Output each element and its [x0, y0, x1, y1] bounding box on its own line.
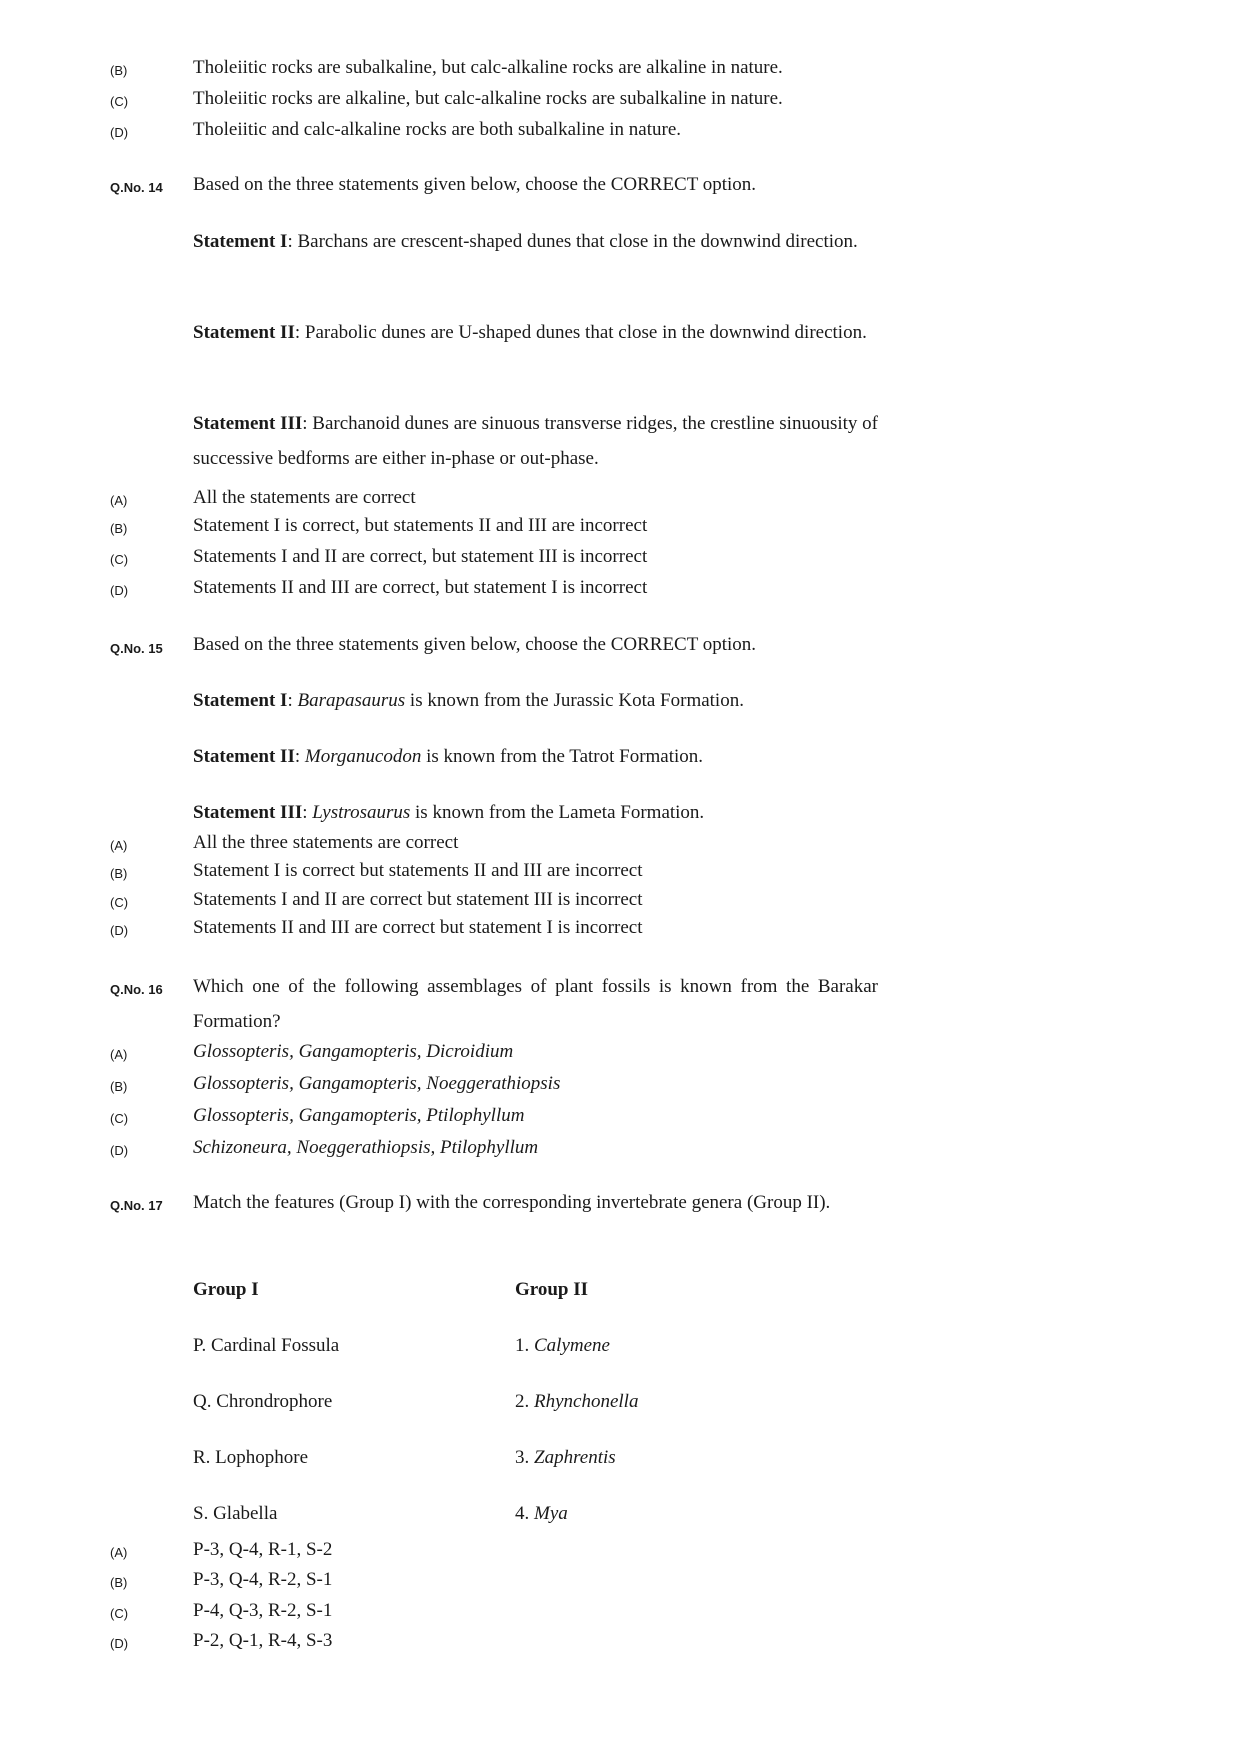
statement-text: : Parabolic dunes are U-shaped dunes that close in the downwind direction.	[294, 322, 867, 343]
group2-header: Group II	[515, 1279, 589, 1300]
statement-sep: :	[302, 802, 313, 823]
group2-number: 3.	[515, 1447, 534, 1468]
option-label: (C)	[110, 1111, 129, 1126]
option-text: Tholeiitic rocks are alkaline, but calc-alkaline rocks are subalkaline in nature.	[193, 88, 783, 109]
option-label: (A)	[110, 1545, 128, 1560]
option-text: Tholeiitic and calc-alkaline rocks are both subalkaline in nature.	[193, 119, 681, 140]
statement-head: Statement II	[193, 322, 295, 343]
group2-number: 4.	[515, 1503, 534, 1524]
option-text: Schizoneura, Noeggerathiopsis, Ptilophyllum	[193, 1137, 539, 1158]
statement	[193, 802, 704, 824]
option-label: (A)	[110, 838, 128, 853]
option-label: (B)	[110, 1575, 128, 1590]
question-stem: Based on the three statements given below, choose the CORRECT option.	[193, 634, 757, 655]
genus-name: Barapasaurus	[297, 690, 406, 711]
option-label: (D)	[110, 923, 129, 938]
option-label: (D)	[110, 1143, 129, 1158]
option-text: Glossopteris, Gangamopteris, Noeggerathiopsis	[193, 1073, 561, 1094]
group2-item	[515, 1391, 638, 1413]
group2-item	[515, 1447, 616, 1469]
group2-number: 2.	[515, 1391, 534, 1412]
statement-text: : Barchanoid dunes are sinuous transverse ridges, the crestline sinuousity of successive bedforms are either in-phase or out-phase.	[193, 413, 878, 469]
group2-item	[515, 1335, 610, 1357]
statement-text: is known from the Tatrot Formation.	[421, 746, 704, 767]
statement-text: is known from the Jurassic Kota Formation.	[405, 690, 744, 711]
option-label: (D)	[110, 1636, 129, 1651]
statement-sep: :	[287, 690, 298, 711]
option-text: Statement I is correct but statements II and III are incorrect	[193, 860, 643, 881]
option-label: (C)	[110, 552, 129, 567]
genus-name: Calymene	[534, 1335, 610, 1356]
statement-head: Statement I	[193, 231, 288, 252]
option-label: (D)	[110, 583, 129, 598]
statement-sep: :	[294, 746, 305, 767]
option-label: (A)	[110, 1047, 128, 1062]
question-stem: Match the features (Group I) with the corresponding invertebrate genera (Group II).	[193, 1192, 831, 1213]
option-label: (B)	[110, 866, 128, 881]
group1-item: P. Cardinal Fossula	[193, 1335, 340, 1356]
statement-text: is known from the Lameta Formation.	[410, 802, 705, 823]
statement	[193, 406, 878, 476]
statement	[193, 224, 878, 259]
option-text: P-3, Q-4, R-1, S-2	[193, 1539, 333, 1560]
option-label: (C)	[110, 1606, 129, 1621]
question-number: Q.No. 15	[110, 641, 163, 656]
option-label: (C)	[110, 94, 129, 109]
option-text: P-4, Q-3, R-2, S-1	[193, 1600, 333, 1621]
option-text: Statements I and II are correct but statement III is incorrect	[193, 889, 643, 910]
statement-head: Statement I	[193, 690, 288, 711]
option-text: All the three statements are correct	[193, 832, 459, 853]
question-stem: Which one of the following assemblages of plant fossils is known from the Barakar Formation?	[193, 976, 878, 1032]
option-label: (B)	[110, 521, 128, 536]
group1-item: S. Glabella	[193, 1503, 278, 1524]
question-number: Q.No. 14	[110, 180, 163, 195]
group1-item: Q. Chrondrophore	[193, 1391, 333, 1412]
group1-header: Group I	[193, 1279, 259, 1300]
option-text: Statement I is correct, but statements II and III are incorrect	[193, 515, 648, 536]
group1-item: R. Lophophore	[193, 1447, 309, 1468]
option-text: Statements II and III are correct, but statement I is incorrect	[193, 577, 648, 598]
option-label: (C)	[110, 895, 129, 910]
statement-head: Statement III	[193, 802, 303, 823]
option-label: (D)	[110, 125, 129, 140]
genus-name: Mya	[534, 1503, 568, 1524]
genus-name: Lystrosaurus	[312, 802, 411, 823]
option-text: All the statements are correct	[193, 487, 416, 508]
question-number: Q.No. 17	[110, 1198, 163, 1213]
question-stem: Based on the three statements given below, choose the CORRECT option.	[193, 174, 757, 195]
option-text: P-2, Q-1, R-4, S-3	[193, 1630, 333, 1651]
option-text: Statements II and III are correct but statement I is incorrect	[193, 917, 643, 938]
statement	[193, 690, 744, 712]
option-text: P-3, Q-4, R-2, S-1	[193, 1569, 333, 1590]
option-text: Tholeiitic rocks are subalkaline, but calc-alkaline rocks are alkaline in nature.	[193, 57, 783, 78]
statement-head: Statement II	[193, 746, 295, 767]
option-text: Statements I and II are correct, but statement III is incorrect	[193, 546, 648, 567]
option-label: (B)	[110, 1079, 128, 1094]
option-label: (B)	[110, 63, 128, 78]
statement-text: : Barchans are crescent-shaped dunes that close in the downwind direction.	[287, 231, 858, 252]
statement	[193, 315, 878, 350]
option-text: Glossopteris, Gangamopteris, Ptilophyllum	[193, 1105, 525, 1126]
genus-name: Morganucodon	[304, 746, 422, 767]
statement-head: Statement III	[193, 413, 303, 434]
group2-item	[515, 1503, 568, 1525]
genus-name: Rhynchonella	[534, 1391, 639, 1412]
option-text: Glossopteris, Gangamopteris, Dicroidium	[193, 1041, 514, 1062]
statement	[193, 746, 703, 768]
genus-name: Zaphrentis	[534, 1447, 616, 1468]
option-label: (A)	[110, 493, 128, 508]
group2-number: 1.	[515, 1335, 534, 1356]
question-number: Q.No. 16	[110, 982, 163, 997]
